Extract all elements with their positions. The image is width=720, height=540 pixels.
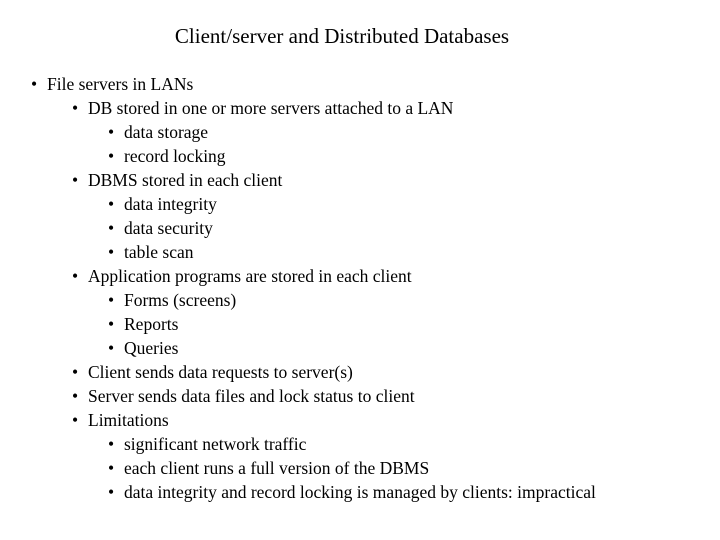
bullet-item (72, 360, 353, 384)
bullet-item (72, 168, 282, 192)
bullet-text: Server sends data files and lock status to client (88, 386, 415, 406)
bullet-icon: • (72, 170, 79, 190)
bullet-text: data storage (124, 122, 209, 142)
bullet-item (108, 288, 236, 312)
bullet-text: File servers in LANs (47, 74, 194, 94)
bullet-text: Client sends data requests to server(s) (88, 362, 353, 382)
bullet-text: Limitations (88, 410, 169, 430)
bullet-icon: • (31, 74, 38, 94)
bullet-item (108, 432, 306, 456)
bullet-icon: • (108, 122, 115, 142)
bullet-icon: • (108, 482, 115, 502)
bullet-icon: • (108, 194, 115, 214)
bullet-icon: • (72, 410, 79, 430)
bullet-item (108, 216, 213, 240)
bullet-item (72, 264, 412, 288)
slide-title: Client/server and Distributed Databases (174, 24, 510, 48)
bullet-item (72, 384, 415, 408)
bullet-icon: • (72, 386, 79, 406)
bullet-icon: • (108, 146, 115, 166)
bullet-icon: • (108, 314, 115, 334)
bullet-item (108, 480, 596, 504)
bullet-text: Forms (screens) (124, 290, 237, 310)
bullet-icon: • (108, 242, 115, 262)
bullet-item (31, 72, 193, 96)
bullet-text: data integrity and record locking is managed by clients: impractical (124, 482, 596, 502)
bullet-text: DBMS stored in each client (88, 170, 283, 190)
bullet-item (108, 456, 429, 480)
bullet-icon: • (72, 266, 79, 286)
bullet-text: significant network traffic (124, 434, 307, 454)
bullet-item (108, 144, 226, 168)
bullet-text: table scan (124, 242, 194, 262)
bullet-text: Reports (124, 314, 179, 334)
bullet-icon: • (108, 458, 115, 478)
bullet-item (72, 96, 453, 120)
bullet-item (108, 336, 178, 360)
bullet-text: record locking (124, 146, 226, 166)
bullet-icon: • (108, 290, 115, 310)
bullet-icon: • (108, 338, 115, 358)
bullet-text: data security (124, 218, 213, 238)
bullet-text: DB stored in one or more servers attached to a LAN (88, 98, 454, 118)
bullet-item (72, 408, 169, 432)
bullet-item (108, 120, 208, 144)
bullet-item (108, 240, 193, 264)
bullet-item (108, 192, 217, 216)
bullet-text: each client runs a full version of the DBMS (124, 458, 430, 478)
bullet-icon: • (108, 434, 115, 454)
bullet-text: Application programs are stored in each client (88, 266, 412, 286)
bullet-icon: • (72, 98, 79, 118)
bullet-icon: • (72, 362, 79, 382)
bullet-icon: • (108, 218, 115, 238)
bullet-item (108, 312, 178, 336)
bullet-text: data integrity (124, 194, 217, 214)
bullet-text: Queries (124, 338, 179, 358)
